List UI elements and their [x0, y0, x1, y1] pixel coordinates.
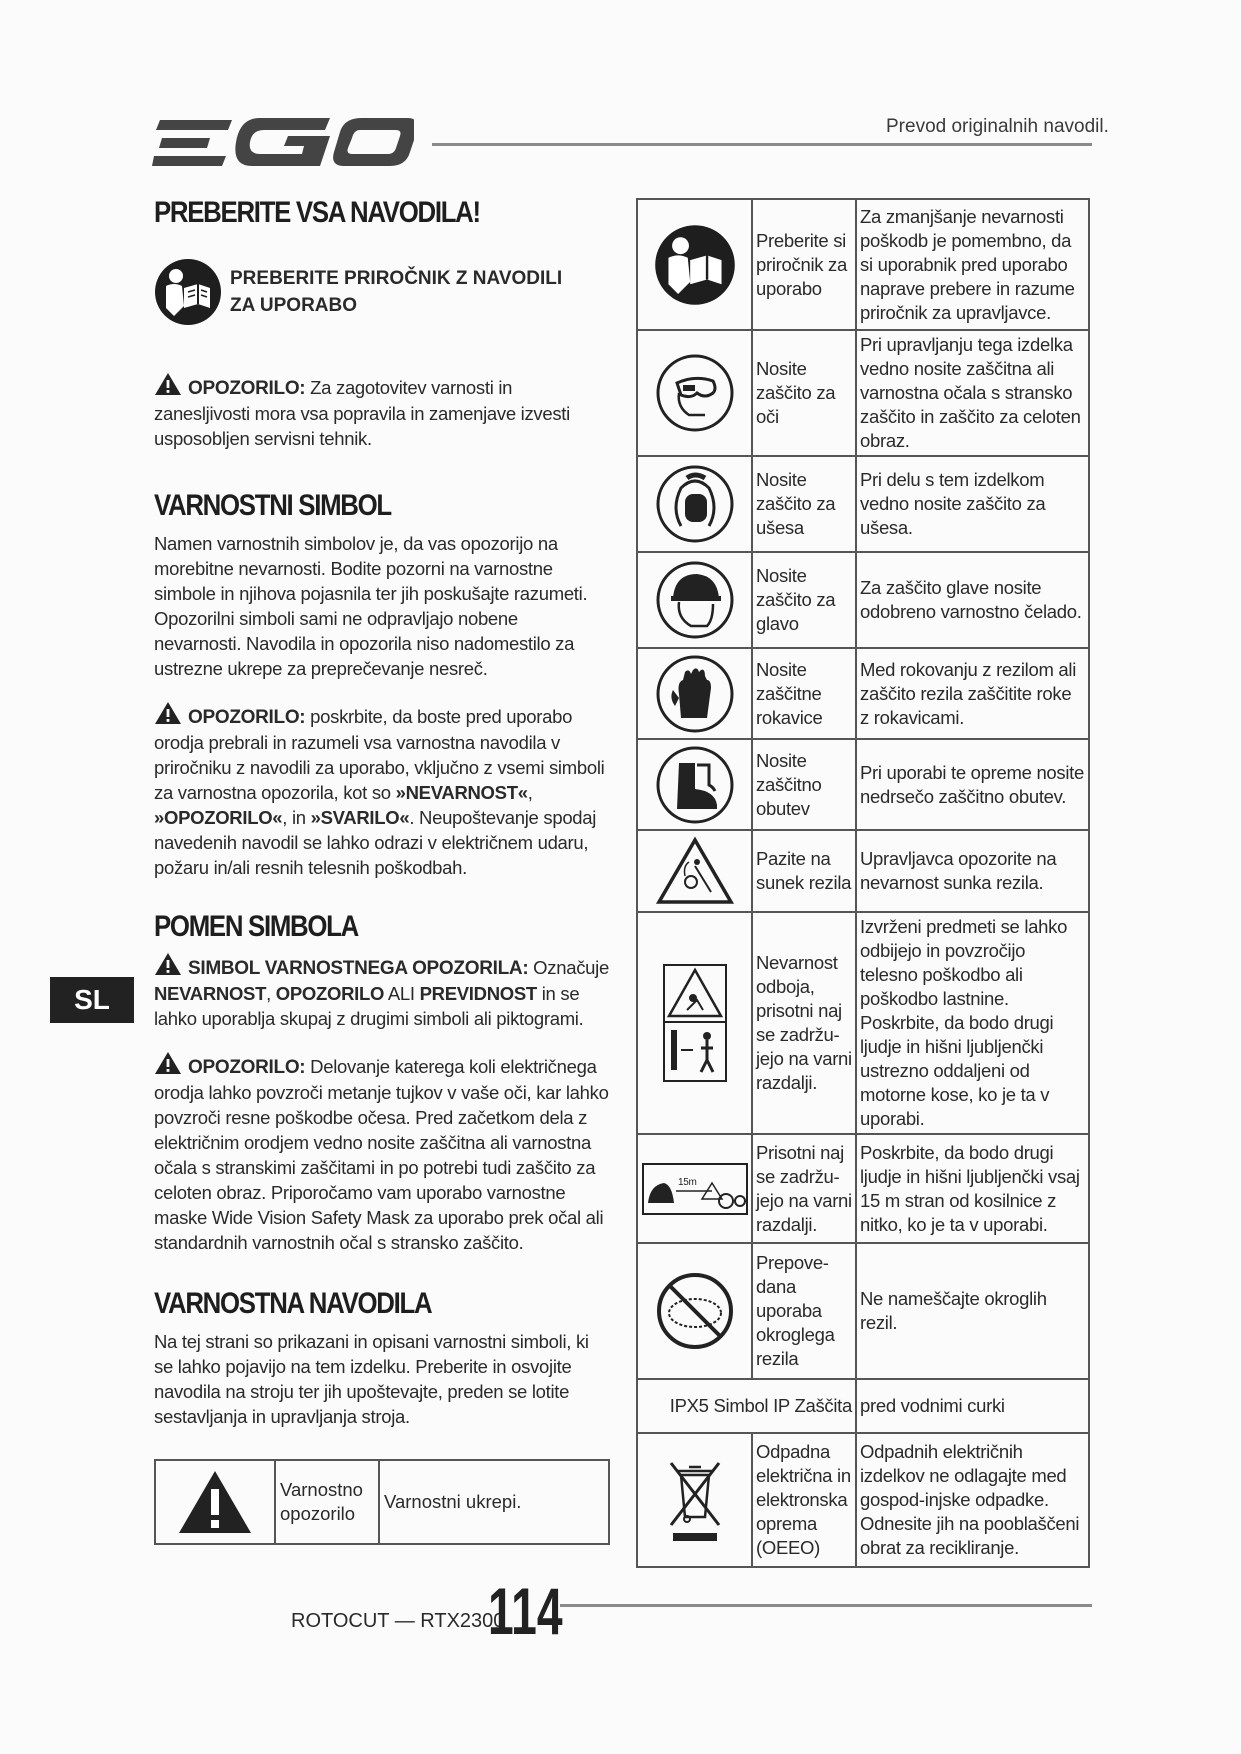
- symbol-icon-cell: [637, 830, 752, 912]
- symbol-name-cell: Prepove-dana uporaba okroglega rezila: [752, 1243, 856, 1379]
- alert-name-cell: Varnostno opozorilo: [275, 1460, 379, 1544]
- manual-label-line2: ZA UPORABO: [230, 295, 358, 316]
- caution-term: »SVARILO«: [310, 807, 410, 828]
- manual-label-line1: PREBERITE PRIROČNIK Z NAVODILI: [230, 268, 563, 289]
- separator: ,: [527, 782, 533, 803]
- table-row: [637, 830, 1089, 912]
- symbol-desc-cell: Med rokovanju z rezilom ali zaščito rezila zaščitite roke z rokavicami.: [856, 648, 1089, 739]
- symbol-icon-cell: [637, 912, 752, 1134]
- ipx-label-cell: IPX5 Simbol IP Zaščita: [637, 1379, 856, 1433]
- symbol-icon-cell: [637, 1134, 752, 1243]
- document-type: Prevod originalnih navodil.: [886, 116, 1109, 137]
- warning-label: OPOZORILO:: [188, 378, 306, 399]
- symbol-icon-cell: [637, 1433, 752, 1567]
- read-manual-icon: [154, 258, 222, 326]
- symbol-name-cell: Pazite na sunek rezila: [752, 830, 856, 912]
- safety-alert-symbol-text: [154, 952, 609, 1031]
- symbol-desc-cell: Pri uporabi te opreme nosite nedrsečo zaščitno obutev.: [856, 739, 1089, 830]
- footer-rule: [560, 1604, 1092, 1607]
- safety-symbol-paragraph: Namen varnostnih simbolov je, da vas opozorijo na morebitne nevarnosti. Bodite pozorni na varnostne simbole in njihova pojasnila ter jih poskušajte razumeti. Opozorilni simboli sami ne odpravljajo nobene nevarnosti. Navodila in opozorila niso nadomestilo za ustrezne ukrepe za preprečevanje nesreč.: [154, 533, 588, 679]
- symbol-name-cell: Nosite zaščitno obutev: [752, 739, 856, 830]
- table-row: [637, 456, 1089, 552]
- safety-alert-table: [154, 1459, 610, 1545]
- symbol-icon-cell: [637, 739, 752, 830]
- warning-label: OPOZORILO:: [188, 707, 306, 728]
- symbol-name-cell: Odpadna električna in elektronska oprema (OEEO): [752, 1433, 856, 1567]
- distance-label: 15m: [677, 1176, 697, 1188]
- table-row: [637, 1433, 1089, 1567]
- symbol-name-cell: Nosite zaščito za oči: [752, 330, 856, 456]
- no-round-blade-icon: [655, 1271, 735, 1351]
- symbol-name-cell: Nosite zaščito za glavo: [752, 552, 856, 648]
- warning-triangle-icon: [154, 701, 182, 725]
- header-rule: [432, 143, 1092, 146]
- warning-text: Delovanje katerega koli električnega orodja lahko povzroči metanje tujkov v vaše oči, kar lahko povzroči resne poškodbe očesa. Pred začetkom dela z električnim orodjem vedno nosite zaščitna ali varnostna očala s stranskimi zaščitami in po potrebi tudi zaščito za celoten obraz. Priporočamo vam uporabo varnostne maske Wide Vision Safety Mask za uporabo prek očal ali standardnih varnostnih očal s stransko zaščito.: [154, 1056, 609, 1253]
- danger-term: NEVARNOST: [154, 983, 267, 1004]
- caution-term: PREVIDNOST: [419, 983, 537, 1004]
- symbol-desc-cell: Za zmanjšanje nevarnosti poškodb je pomembno, da si uporabnik pred uporabo naprave prebere in razume priročnik za upravljavce.: [856, 199, 1089, 330]
- symbol-icon-cell: [637, 648, 752, 739]
- symbol-desc-cell: Poskrbite, da bodo drugi ljudje in hišni ljubljenčki vsaj 15 m stran od kosilnice z nitko, ko je ta v uporabi.: [856, 1134, 1089, 1243]
- ricochet-icon: [663, 964, 727, 1082]
- warning-text: Za zagotovitev varnosti in zanesljivosti mora vsa popravila in zamenjave izvesti usposobljen servisni tehnik.: [154, 377, 570, 449]
- table-row: [155, 1460, 609, 1544]
- table-row: [637, 199, 1089, 330]
- head-protection-icon: [655, 560, 735, 640]
- heading-safety-symbol: VARNOSTNI SIMBOL: [154, 489, 391, 522]
- symbol-icon-cell: [637, 1243, 752, 1379]
- symbol-desc-cell: Izvrženi predmeti se lahko odbijejo in povzročijo telesno poškodbo ali poškodbo lastnine. Poskrbite, da bodo drugi ljudje in hišni ljubljenčki ustrezno oddaljeni od motorne kose, ko je ta v uporabi.: [856, 912, 1089, 1134]
- left-column: [154, 196, 609, 1545]
- warning-read-instructions: [154, 701, 609, 880]
- symbol-name-cell: Prisotni naj se zadržu-jejo na varni razdalji.: [752, 1134, 856, 1243]
- table-row: [637, 912, 1089, 1134]
- symbol-desc-cell: Pri upravljanju tega izdelka vedno nosite zaščitna ali varnostna očala s stransko zaščito in zaščito za celoten obraz.: [856, 330, 1089, 456]
- weee-icon: [665, 1455, 725, 1545]
- warning-text: . Neupoštevanje spodaj navedenih navodil se lahko odrazi v električnem udaru, požaru in/ali resnih telesnih poškodbah.: [154, 807, 597, 878]
- heading-read-all: PREBERITE VSA NAVODILA!: [154, 196, 480, 229]
- alert-desc-cell: Varnostni ukrepi.: [379, 1460, 609, 1544]
- eye-protection-icon: [655, 353, 735, 433]
- warning-repairs: [154, 372, 609, 451]
- ego-logo: [152, 112, 414, 174]
- language-tab: SL: [50, 977, 134, 1023]
- symbol-name-cell: Nosite zaščito za ušesa: [752, 456, 856, 552]
- symbol-name-cell: Nosite zaščitne rokavice: [752, 648, 856, 739]
- table-row: [637, 1243, 1089, 1379]
- warning-triangle-icon: [154, 372, 182, 396]
- warning-label: OPOZORILO:: [188, 1057, 306, 1078]
- warning-triangle-icon: [154, 1051, 182, 1075]
- ear-protection-icon: [655, 464, 735, 544]
- symbol-desc-cell: Upravljavca opozorite na nevarnost sunka rezila.: [856, 830, 1089, 912]
- symbol-icon-cell: [637, 330, 752, 456]
- heading-safety-instructions: VARNOSTNA NAVODILA: [154, 1287, 432, 1320]
- symbol-desc-cell: Za zaščito glave nosite odobreno varnostno čelado.: [856, 552, 1089, 648]
- safety-instructions-paragraph: Na tej strani so prikazani in opisani varnostni simboli, ki se lahko pojavijo na tem izdelku. Preberite in osvojite navodila na stroju ter jih upoštevajte, preden se lotite sestavljanja in upravljanja stroja.: [154, 1331, 589, 1427]
- warning-triangle-icon: [154, 952, 182, 976]
- read-manual-block: [154, 258, 609, 326]
- symbol-text: in se lahko uporablja skupaj z drugimi simboli ali piktogrami.: [154, 983, 584, 1029]
- danger-term: »NEVARNOST«: [395, 782, 528, 803]
- symbol-name-cell: Preberite si priročnik za uporabo: [752, 199, 856, 330]
- symbol-icon-cell: [637, 456, 752, 552]
- separator: ALI: [384, 983, 420, 1004]
- table-row: [637, 1134, 1089, 1243]
- symbol-desc-cell: Ne nameščajte okroglih rezil.: [856, 1243, 1089, 1379]
- warning-eye-injury: [154, 1051, 609, 1255]
- table-row: [637, 739, 1089, 830]
- warning-term: OPOZORILO: [275, 983, 385, 1004]
- heading-symbol-meaning: POMEN SIMBOLA: [154, 910, 358, 943]
- warning-term: »OPOZORILO«: [154, 807, 283, 828]
- table-row: [637, 648, 1089, 739]
- read-manual-icon: [654, 224, 736, 306]
- warning-triangle-icon: [177, 1469, 253, 1535]
- table-row: [637, 1379, 1089, 1433]
- separator: ,: [266, 983, 276, 1004]
- symbol-name-cell: Nevarnost odboja, prisotni naj se zadržu-jejo na varni razdalji.: [752, 912, 856, 1134]
- symbol-icon-cell: [637, 552, 752, 648]
- safe-distance-icon: [642, 1163, 748, 1215]
- table-row: [637, 330, 1089, 456]
- symbol-desc-cell: Odpadnih električnih izdelkov ne odlagajte med gospod-injske odpadke. Odnesite jih na pooblaščeni obrat za recikliranje.: [856, 1433, 1089, 1567]
- alert-icon-cell: [155, 1460, 275, 1544]
- separator: , in: [282, 807, 311, 828]
- symbol-icon-cell: [637, 199, 752, 330]
- warning-text: poskrbite, da boste pred uporabo orodja prebrali in razumeli vsa varnostna navodila v priročniku z navodili za uporabo, vključno z vsemi simboli za varnostna opozorila, kot so: [154, 706, 605, 803]
- footer-model: ROTOCUT — RTX2300: [291, 1610, 505, 1632]
- table-row: [637, 552, 1089, 648]
- gloves-icon: [655, 654, 735, 734]
- symbol-title: SIMBOL VARNOSTNEGA OPOZORILA:: [188, 958, 529, 979]
- symbol-text: Označuje: [528, 957, 609, 978]
- symbol-desc-cell: Pri delu s tem izdelkom vedno nosite zaščito za ušesa.: [856, 456, 1089, 552]
- boots-icon: [655, 745, 735, 825]
- blade-thrust-icon: [655, 836, 735, 906]
- safety-symbols-table: [636, 198, 1090, 1568]
- symbol-desc-cell: pred vodnimi curki: [856, 1379, 1089, 1433]
- page-number: 114: [488, 1574, 563, 1648]
